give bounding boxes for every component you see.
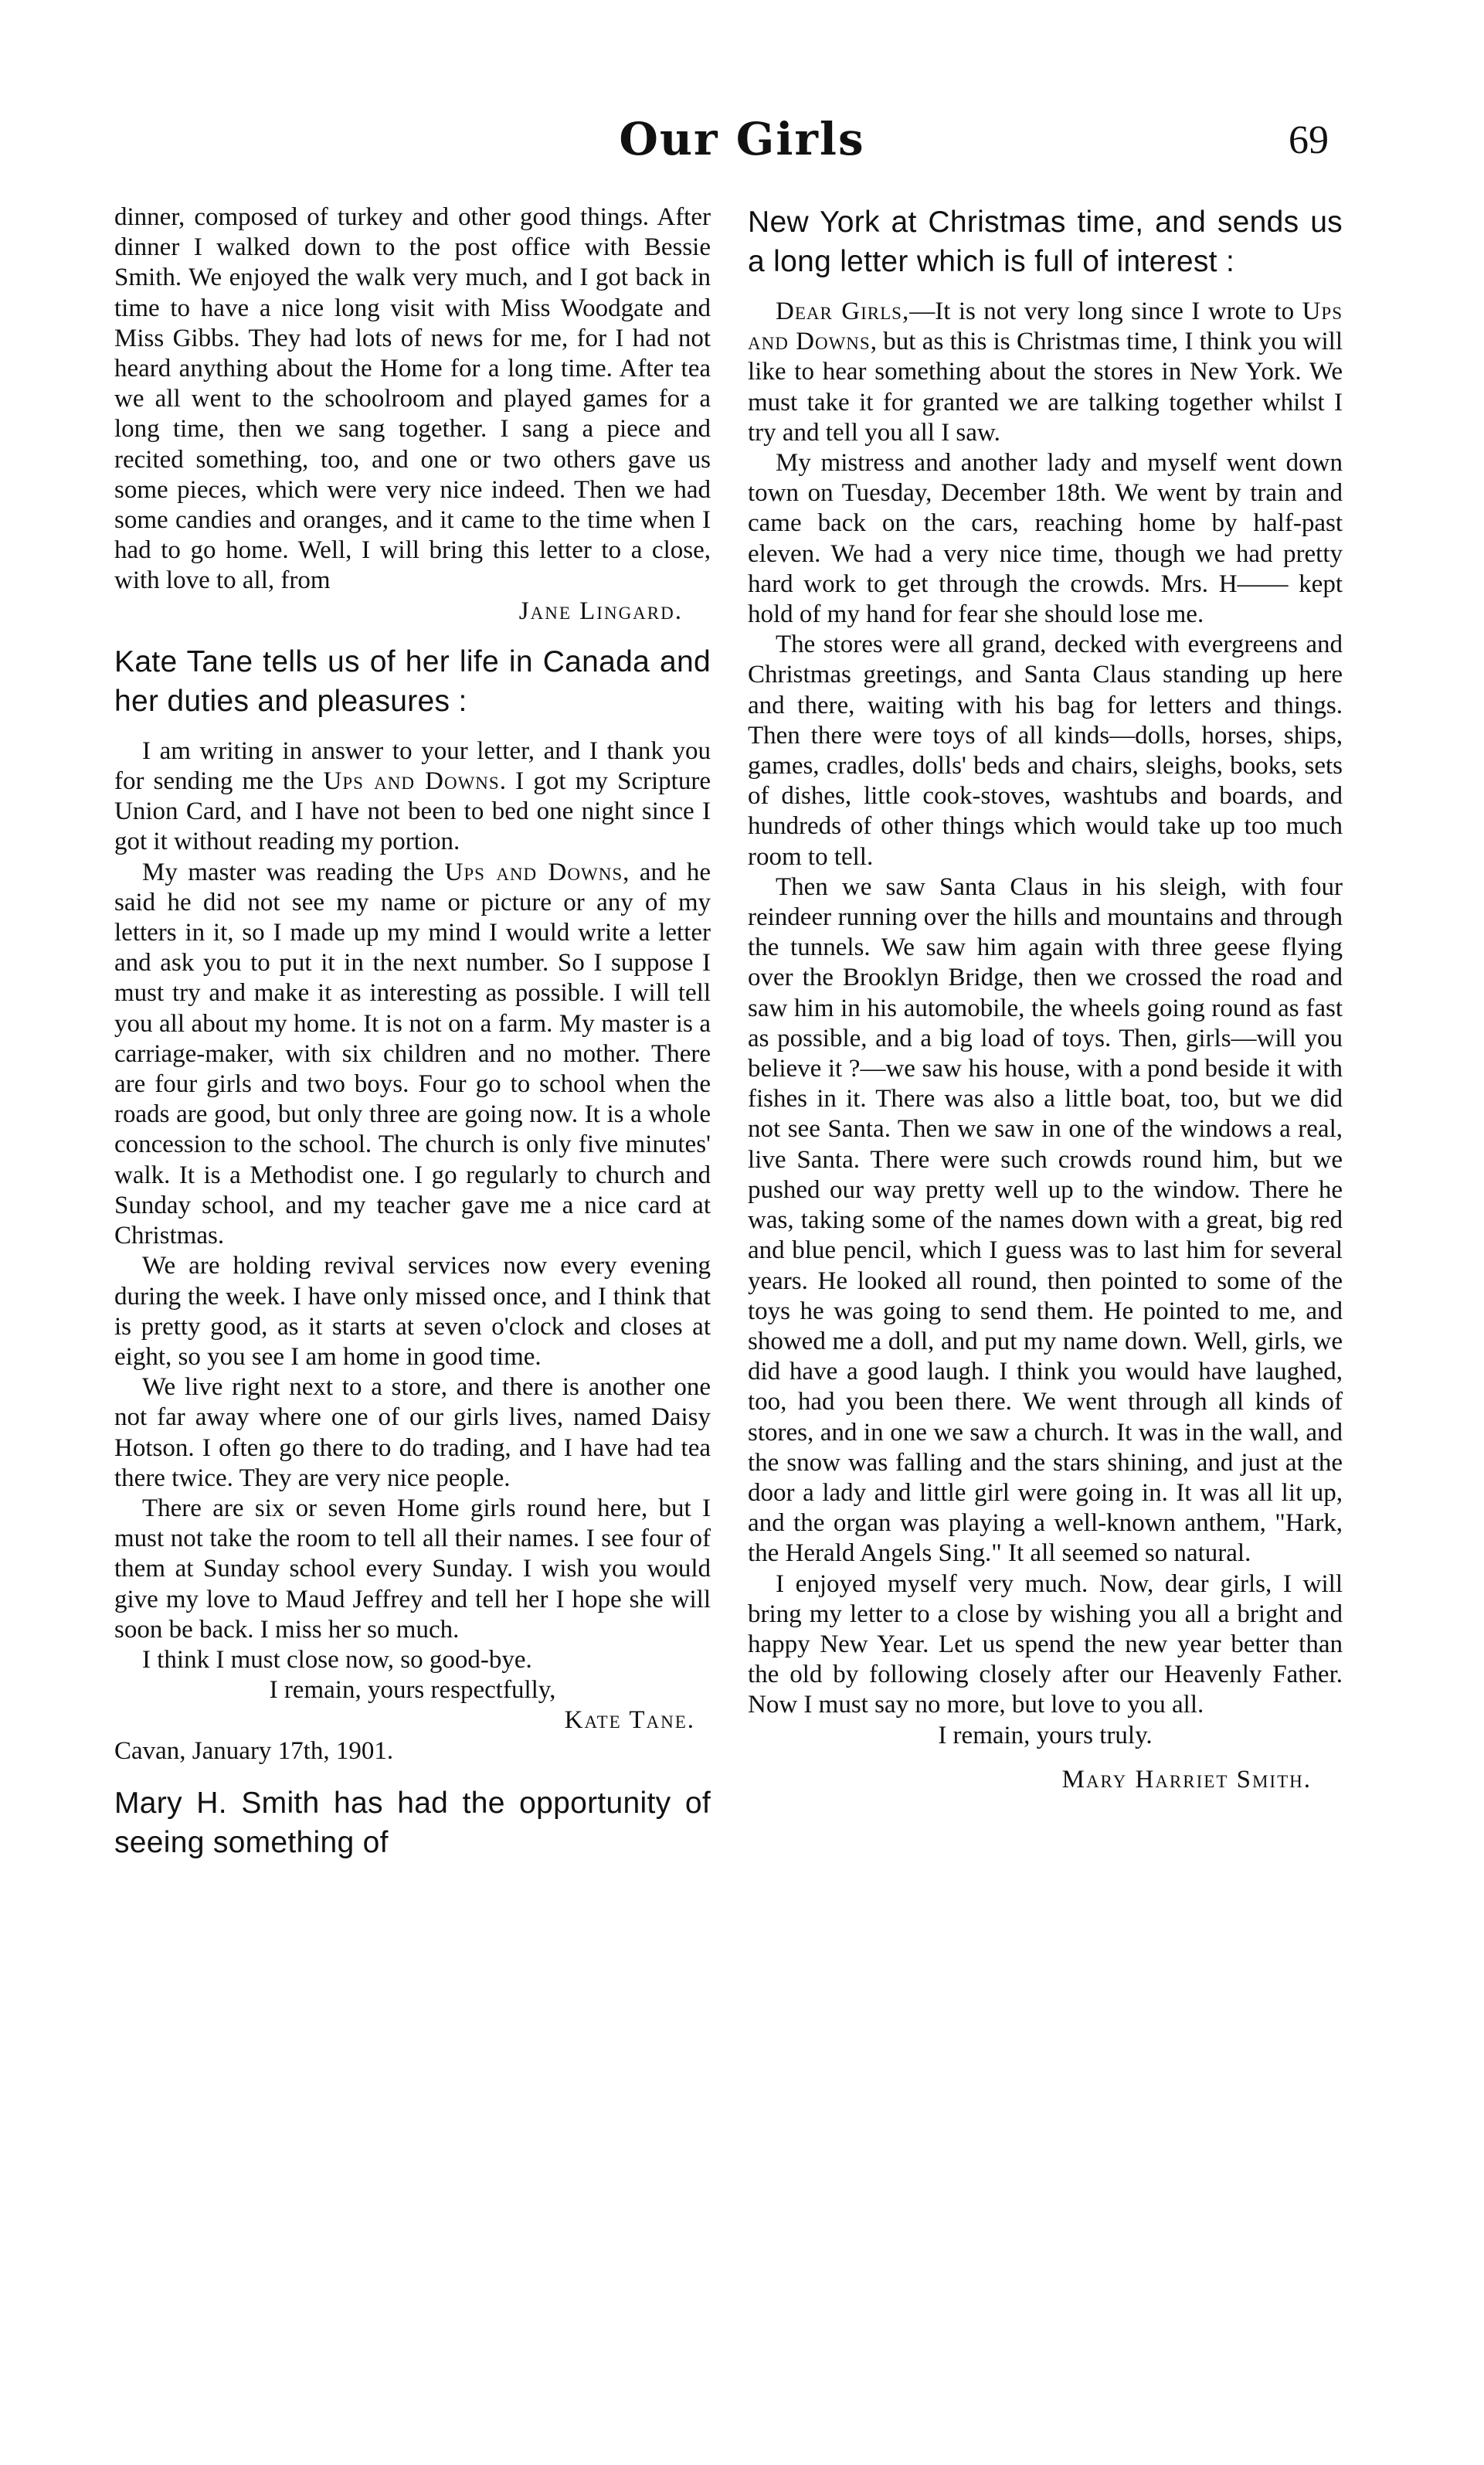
page-number: 69 xyxy=(1289,118,1329,162)
letter-greeting: Dear Girls, xyxy=(776,298,910,325)
kate-letter-paragraph-1: I am writing in answer to your letter, and I thank you for sending me the Ups and Downs. I got my Scripture Union Card, and I have not been to bed one night since I got it without reading my portion. xyxy=(114,736,711,856)
mary-intro-continued: New York at Christmas time, and sends us a long letter which is full of interest : xyxy=(748,206,1343,278)
kate-intro: Kate Tane tells us of her life in Canada and her duties and pleasures : xyxy=(114,644,711,718)
mary-letter-paragraph-3: The stores were all grand, decked with evergreens and Christmas greetings, and Santa Claus standing up here and there, waiting with his bag for letters and things. Then there were toys of all kinds—dolls, horses, ships, games, cradles, dolls' beds and chairs, sleighs, books, sets of dishes, little cook-stoves, washtubs and boards, and hundreds of other things which would take up too much room to tell. xyxy=(748,631,1343,871)
kate-letter-paragraph-6: I think I must close now, so good-bye. xyxy=(142,1645,532,1674)
mary-intro: Mary H. Smith has had the opportunity of seeing something of xyxy=(114,1786,711,1859)
jane-letter-paragraph: dinner, composed of turkey and other good things. After dinner I walked down to the post office with Bessie Smith. We enjoyed the walk very much, and I got back in time to have a nice long visit with Miss Woodgate and Miss Gibbs. They had lots of news for me, for I had not heard anything about the Home for a long time. After tea we all went to the schoolroom and played games for a long time, then we sang together. I sang a piece and recited something, too, and one or two others gave us some pieces, which were very nice indeed. Then we had some candies and oranges, and it came to the time when I had to go home. Well, I will bring this letter to a close, with love to all, from xyxy=(114,203,711,595)
kate-letter-paragraph-5: There are six or seven Home girls round here, but I must not take the room to tell all their names. I see four of them at Sunday school every Sunday. I wish you would give my love to Maud Jeffrey and tell her I hope she will soon be back. I miss her so much. xyxy=(114,1494,711,1644)
jane-signature: Jane Lingard. xyxy=(518,597,683,625)
mary-letter-paragraph-2: My mistress and another lady and myself went down town on Tuesday, December 18th. We went by train and came back on the cars, reaching home by half-past eleven. We had a very nice time, though we had pretty hard work to get through the crowds. Mrs. H—— kept hold of my hand for fear she should lose me. xyxy=(748,449,1343,629)
mary-signature: Mary Harriet Smith. xyxy=(1061,1765,1312,1794)
left-column xyxy=(114,202,711,1878)
kate-dateline: Cavan, January 17th, 1901. xyxy=(114,1736,394,1765)
kate-signature: Kate Tane. xyxy=(564,1706,695,1735)
mary-closing: I remain, yours truly. xyxy=(938,1721,1153,1749)
right-column xyxy=(748,202,1343,1795)
kate-closing: I remain, yours respectfully, xyxy=(269,1676,556,1705)
kate-letter-paragraph-2: My master was reading the Ups and Downs, and he said he did not see my name or picture or any of my letters in it, so I made up my mind I would write a letter and ask you to put it in the next number. So I suppose I must try and make it as interesting as possible. I will tell you all about my home. It is not on a farm. My master is a carriage-maker, with six children and no mother. There are four girls and two boys. Four go to school when the roads are good, but only three are going now. It is a whole concession to the school. The church is only five minutes' walk. It is a Methodist one. I go regularly to church and Sunday school, and my teacher gave me a nice card at Christmas. xyxy=(114,858,711,1250)
mary-letter-paragraph-1: Dear Girls,—It is not very long since I wrote to Ups and Downs, but as this is Christmas time, I think you will like to hear something about the stores in New York. We must take it for granted we are talking together whilst I try and tell you all I saw. xyxy=(748,298,1343,447)
mary-letter-paragraph-5: I enjoyed myself very much. Now, dear girls, I will bring my letter to a close by wishing you all a bright and happy New Year. Let us spend the new year better than the old by following closely after our Heavenly Father. Now I must say no more, but love to you all. xyxy=(748,1569,1343,1719)
kate-letter-paragraph-4: We live right next to a store, and there is another one not far away where one of our girls lives, named Daisy Hotson. I often go there to do trading, and I have had tea there twice. They are very nice people. xyxy=(114,1373,711,1492)
mary-letter-paragraph-4: Then we saw Santa Claus in his sleigh, with four reindeer running over the hills and mountains and through the tunnels. We saw him again with three geese flying over the Brooklyn Bridge, then we crossed the road and saw him in his automobile, the wheels going round as fast as possible, and a big load of toys. Then, girls—will you believe it ?—we saw his house, with a pond beside it with fishes in it. There was also a little boat, too, but we did not see Santa. Then we saw in one of the windows a real, live Santa. There were such crowds round him, but we pushed our way pretty well up to the window. There he was, taking some of the names down with a great, big red and blue pencil, which I guess was to last him for several years. He looked all round, then pointed to some of the toys he was going to send them. He pointed to me, and showed me a doll, and put my name down. Well, girls, we did have a good laugh. I think you would have laughed, too, had you been there. We went through all kinds of stores, and in one we saw a church. It was in the wall, and the snow was falling and the stars shining, and just at the door a lady and little girl were going in. It was all lit up, and the organ was playing a well-known anthem, "Hark, the Herald Angels Sing." It all seemed so natural. xyxy=(748,872,1343,1568)
page-title: Our Girls xyxy=(619,113,865,165)
kate-letter-paragraph-3: We are holding revival services now every evening during the week. I have only missed once, and I think that is pretty good, as it starts at seven o'clock and closes at eight, so you see I am home in good time. xyxy=(114,1252,711,1371)
